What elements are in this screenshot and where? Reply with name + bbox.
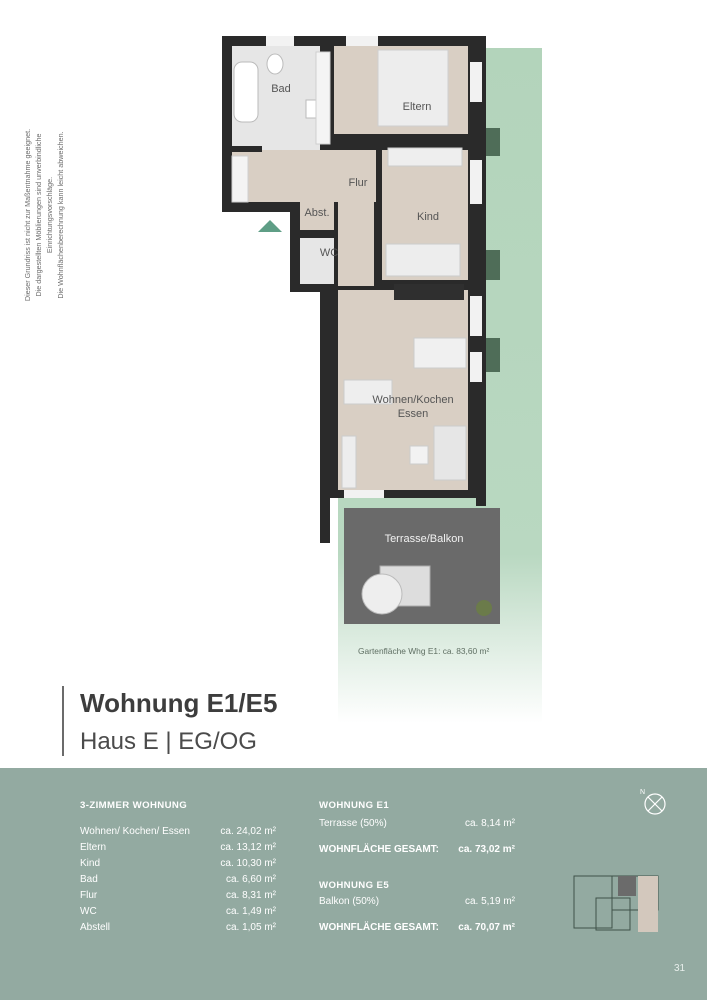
- room-name: Bad: [80, 874, 98, 885]
- e5-heading: WOHNUNG E5: [319, 880, 390, 891]
- room-area: ca. 24,02 m²: [220, 826, 276, 837]
- parasol: [362, 574, 402, 614]
- eltern-bed: [378, 50, 448, 126]
- room-area: ca. 1,49 m²: [225, 906, 276, 917]
- disclaimer-line: Die dargestellten Möblierungen sind unverbindliche Einrichtungsvorschläge.: [34, 133, 54, 297]
- window: [470, 62, 482, 102]
- room-label-kind: Kind: [416, 211, 440, 223]
- room-name: Abstell: [80, 922, 111, 933]
- coffee-table: [410, 446, 428, 464]
- building-location-map: [570, 868, 666, 940]
- e1-total-label: WOHNFLÄCHE GESAMT:: [319, 844, 439, 855]
- room-name: Eltern: [80, 842, 107, 853]
- room-label-terrasse: Terrasse/Balkon: [384, 533, 464, 545]
- inner-wall: [294, 230, 336, 236]
- room-label-eltern: Eltern: [402, 101, 432, 113]
- room-area: ca. 10,30 m²: [220, 858, 276, 869]
- inner-wall: [376, 142, 382, 286]
- page-number: 31: [674, 963, 686, 974]
- room-label-flur: Flur: [348, 177, 368, 189]
- e5-item-name: Balkon (50%): [319, 896, 380, 907]
- room-area: ca. 6,60 m²: [225, 874, 276, 885]
- kind-bed: [386, 244, 460, 276]
- e1-total-value: ca. 73,02 m²: [458, 844, 515, 855]
- kind-desk: [388, 148, 462, 166]
- e5-total-value: ca. 70,07 m²: [458, 922, 515, 933]
- rooms-heading: 3-ZIMMER WOHNUNG: [80, 800, 188, 811]
- sideboard: [342, 436, 356, 488]
- flur-floor-lower: [334, 202, 374, 286]
- room-label-abstell: Abst.: [304, 207, 330, 219]
- inner-wall: [232, 146, 262, 152]
- compass-letter: N: [640, 789, 646, 796]
- room-name: Wohnen/ Kochen/ Essen: [80, 826, 190, 837]
- kitchen-island: [414, 338, 466, 368]
- terrace-plant: [476, 600, 492, 616]
- sofa: [434, 426, 466, 480]
- e1-item-area: ca. 8,14 m²: [464, 818, 515, 829]
- room-area: ca. 1,05 m²: [225, 922, 276, 933]
- flur-wardrobe: [232, 156, 248, 202]
- garden-area-label: Gartenfläche Whg E1: ca. 83,60 m²: [358, 646, 490, 656]
- page-title: Wohnung E1/E5: [80, 688, 278, 718]
- e1-heading: WOHNUNG E1: [319, 800, 390, 811]
- wc-floor: [300, 238, 334, 284]
- title-rule: [62, 686, 64, 756]
- room-name: Kind: [80, 858, 101, 869]
- page-subtitle: Haus E | EG/OG: [80, 728, 257, 755]
- room-label-essen: Essen: [397, 408, 429, 420]
- room-label-bad: Bad: [271, 83, 291, 95]
- room-label-wohnen: Wohnen/Kochen: [372, 394, 454, 406]
- planter: [486, 250, 500, 280]
- room-area: ca. 8,31 m²: [225, 890, 276, 901]
- window: [266, 36, 294, 46]
- e5-item-area: ca. 5,19 m²: [464, 896, 515, 907]
- room-label-wc: WC: [319, 247, 339, 259]
- inner-wall: [376, 134, 472, 142]
- e5-total-label: WOHNFLÄCHE GESAMT:: [319, 922, 439, 933]
- disclaimer-line: Dieser Grundriss ist nicht zur Maßentnahme geeignet.: [23, 128, 32, 302]
- toilet: [267, 54, 283, 74]
- inner-wall: [300, 284, 336, 290]
- window: [470, 352, 482, 382]
- window: [470, 296, 482, 336]
- room-area: ca. 13,12 m²: [220, 842, 276, 853]
- window: [470, 160, 482, 204]
- wardrobe: [316, 52, 330, 144]
- room-name: WC: [80, 906, 97, 917]
- inner-wall: [334, 202, 338, 286]
- north-compass-icon: [636, 786, 670, 820]
- entrance-marker-icon: [258, 220, 282, 232]
- disclaimer-line: Die Wohnflächenberechnung kann leicht abweichen.: [56, 131, 65, 299]
- planter: [486, 338, 500, 372]
- bathtub: [234, 62, 258, 122]
- kitchen-counter: [394, 284, 464, 300]
- room-name: Flur: [80, 890, 98, 901]
- window: [346, 36, 378, 46]
- e1-item-name: Terrasse (50%): [319, 818, 387, 829]
- planter: [486, 128, 500, 156]
- window: [344, 490, 384, 498]
